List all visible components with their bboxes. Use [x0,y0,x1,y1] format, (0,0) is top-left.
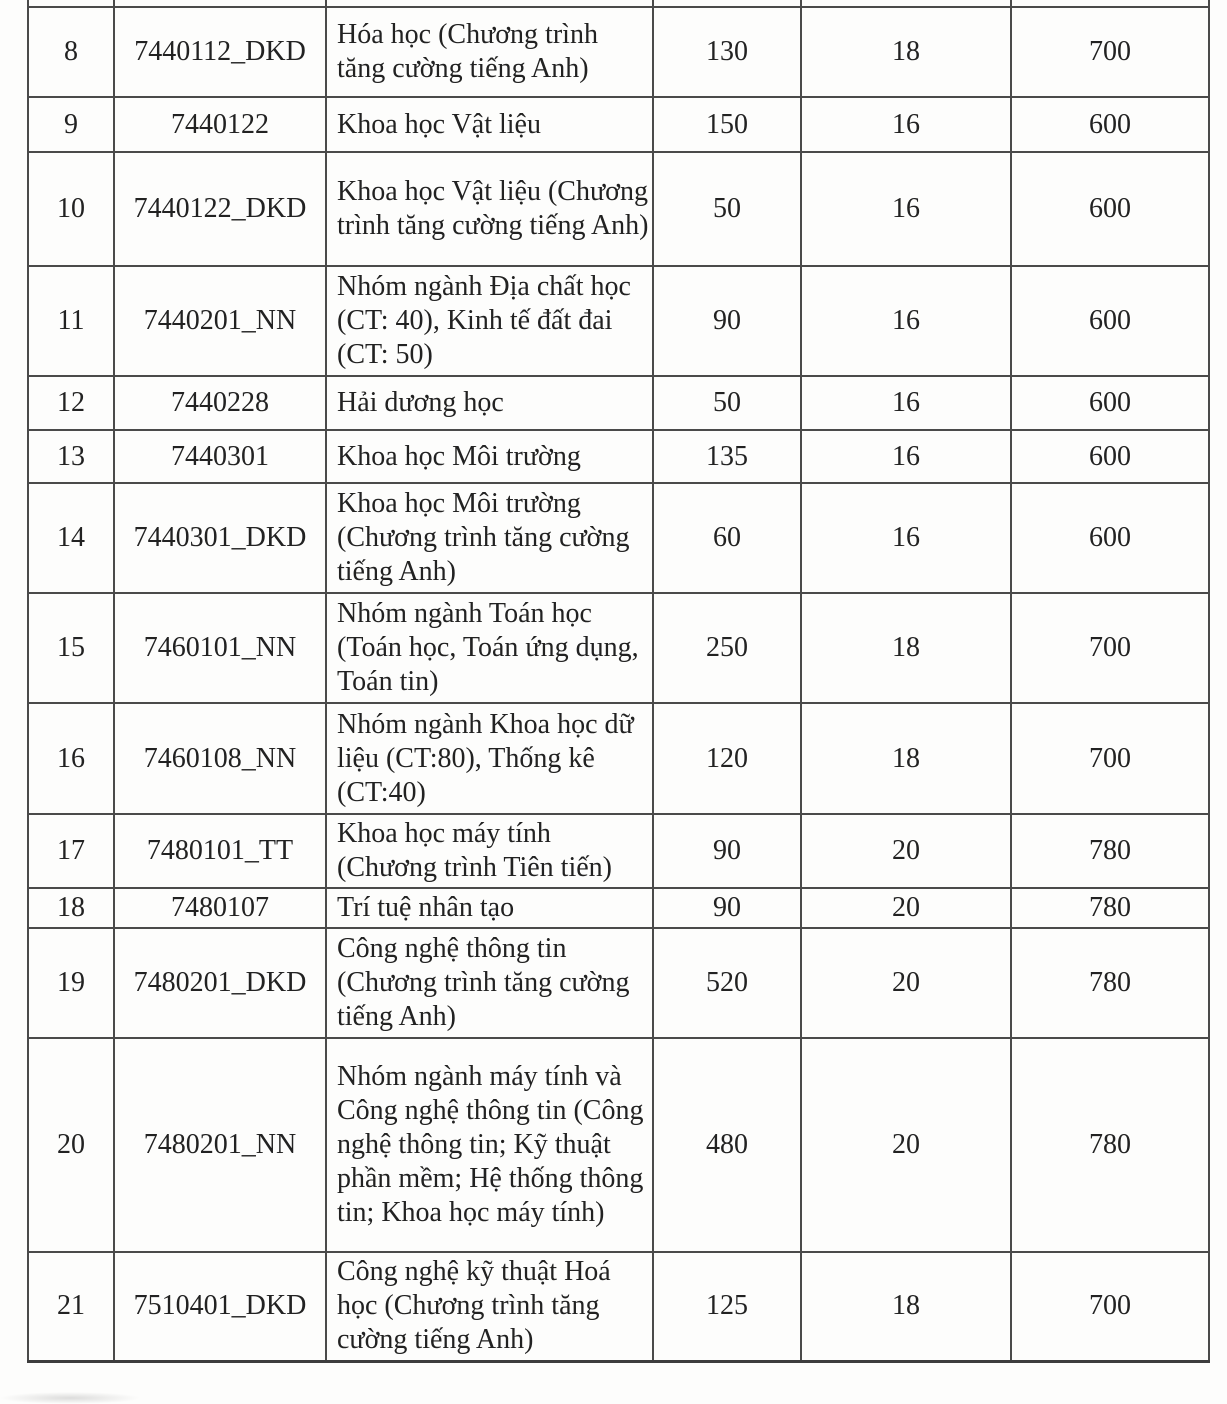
code-cell: 7440301 [114,430,326,483]
table-row [28,814,1209,888]
code-cell: 7440112_DKD [114,7,326,97]
col4-cell [653,0,801,7]
col6-cell: 780 [1011,814,1209,888]
col4-cell: 120 [653,703,801,814]
table-row [28,928,1209,1038]
name-cell: Nhóm ngành Khoa học dữ liệu (CT:80), Thống kê (CT:40) [326,703,653,814]
stt-cell: 16 [28,703,114,814]
col5-cell: 16 [801,430,1011,483]
stt-cell: 10 [28,152,114,266]
col4-cell: 520 [653,928,801,1038]
col5-cell: 18 [801,7,1011,97]
col5-cell: 16 [801,152,1011,266]
col4-cell: 90 [653,266,801,376]
col6-cell: 700 [1011,1252,1209,1361]
col6-cell: 780 [1011,1038,1209,1252]
table-row [28,1038,1209,1252]
col6-cell: 780 [1011,888,1209,928]
col4-cell: 250 [653,593,801,703]
name-cell: Khoa học Vật liệu (Chương trình tăng cường tiếng Anh) [326,152,653,266]
col4-cell: 130 [653,7,801,97]
name-cell: Công nghệ kỹ thuật Hoá học (Chương trình tăng cường tiếng Anh) [326,1252,653,1361]
name-cell: Hải dương học [326,376,653,430]
stt-cell: 18 [28,888,114,928]
table-row [28,152,1209,266]
table-row-partial [28,0,1209,7]
col5-cell: 20 [801,928,1011,1038]
col6-cell [1011,0,1209,7]
code-cell [114,0,326,7]
col6-cell: 600 [1011,152,1209,266]
name-cell: Khoa học Môi trường [326,430,653,483]
stt-cell: 8 [28,7,114,97]
name-cell: Trí tuệ nhân tạo [326,888,653,928]
col5-cell: 18 [801,1252,1011,1361]
name-cell: Hóa học (Chương trình tăng cường tiếng Anh) [326,7,653,97]
table-row [28,593,1209,703]
code-cell: 7440122_DKD [114,152,326,266]
stt-cell: 14 [28,483,114,593]
col6-cell: 600 [1011,376,1209,430]
code-cell: 7480201_NN [114,1038,326,1252]
stt-cell: 9 [28,97,114,152]
scan-smudge [0,1392,140,1404]
code-cell: 7440228 [114,376,326,430]
code-cell: 7480201_DKD [114,928,326,1038]
col5-cell: 18 [801,703,1011,814]
name-cell: Nhóm ngành máy tính và Công nghệ thông tin (Công nghệ thông tin; Kỹ thuật phần mềm; Hệ thống thông tin; Khoa học máy tính) [326,1038,653,1252]
code-cell: 7460108_NN [114,703,326,814]
code-cell: 7440301_DKD [114,483,326,593]
col6-cell: 600 [1011,97,1209,152]
code-cell: 7440122 [114,97,326,152]
col5-cell: 20 [801,888,1011,928]
col6-cell: 700 [1011,593,1209,703]
table-row [28,483,1209,593]
stt-cell: 17 [28,814,114,888]
col5-cell [801,0,1011,7]
col4-cell: 135 [653,430,801,483]
col5-cell: 20 [801,814,1011,888]
stt-cell: 21 [28,1252,114,1361]
col6-cell: 700 [1011,7,1209,97]
col4-cell: 480 [653,1038,801,1252]
col5-cell: 18 [801,593,1011,703]
table-row [28,266,1209,376]
table-row [28,703,1209,814]
table-row [28,376,1209,430]
col5-cell: 16 [801,97,1011,152]
col5-cell: 16 [801,266,1011,376]
table-row [28,97,1209,152]
col6-cell: 600 [1011,430,1209,483]
table-row [28,7,1209,97]
admissions-table [27,0,1210,1363]
col5-cell: 16 [801,376,1011,430]
table-row [28,888,1209,928]
col4-cell: 60 [653,483,801,593]
name-cell: Công nghệ thông tin (Chương trình tăng cường tiếng Anh) [326,928,653,1038]
col4-cell: 50 [653,152,801,266]
stt-cell: 13 [28,430,114,483]
col6-cell: 780 [1011,928,1209,1038]
col5-cell: 20 [801,1038,1011,1252]
name-cell: Nhóm ngành Toán học (Toán học, Toán ứng dụng, Toán tin) [326,593,653,703]
stt-cell: 15 [28,593,114,703]
table-row [28,430,1209,483]
code-cell: 7440201_NN [114,266,326,376]
name-cell [326,0,653,7]
name-cell: Nhóm ngành Địa chất học (CT: 40), Kinh tế đất đai (CT: 50) [326,266,653,376]
col6-cell: 600 [1011,483,1209,593]
col4-cell: 50 [653,376,801,430]
code-cell: 7480107 [114,888,326,928]
stt-cell: 11 [28,266,114,376]
name-cell: Khoa học Vật liệu [326,97,653,152]
stt-cell [28,0,114,7]
code-cell: 7510401_DKD [114,1252,326,1361]
col4-cell: 125 [653,1252,801,1361]
col4-cell: 90 [653,814,801,888]
stt-cell: 19 [28,928,114,1038]
col6-cell: 600 [1011,266,1209,376]
code-cell: 7460101_NN [114,593,326,703]
code-cell: 7480101_TT [114,814,326,888]
stt-cell: 20 [28,1038,114,1252]
table-row [28,1252,1209,1361]
stt-cell: 12 [28,376,114,430]
name-cell: Khoa học máy tính (Chương trình Tiên tiến) [326,814,653,888]
col4-cell: 90 [653,888,801,928]
col4-cell: 150 [653,97,801,152]
col6-cell: 700 [1011,703,1209,814]
name-cell: Khoa học Môi trường (Chương trình tăng cường tiếng Anh) [326,483,653,593]
col5-cell: 16 [801,483,1011,593]
